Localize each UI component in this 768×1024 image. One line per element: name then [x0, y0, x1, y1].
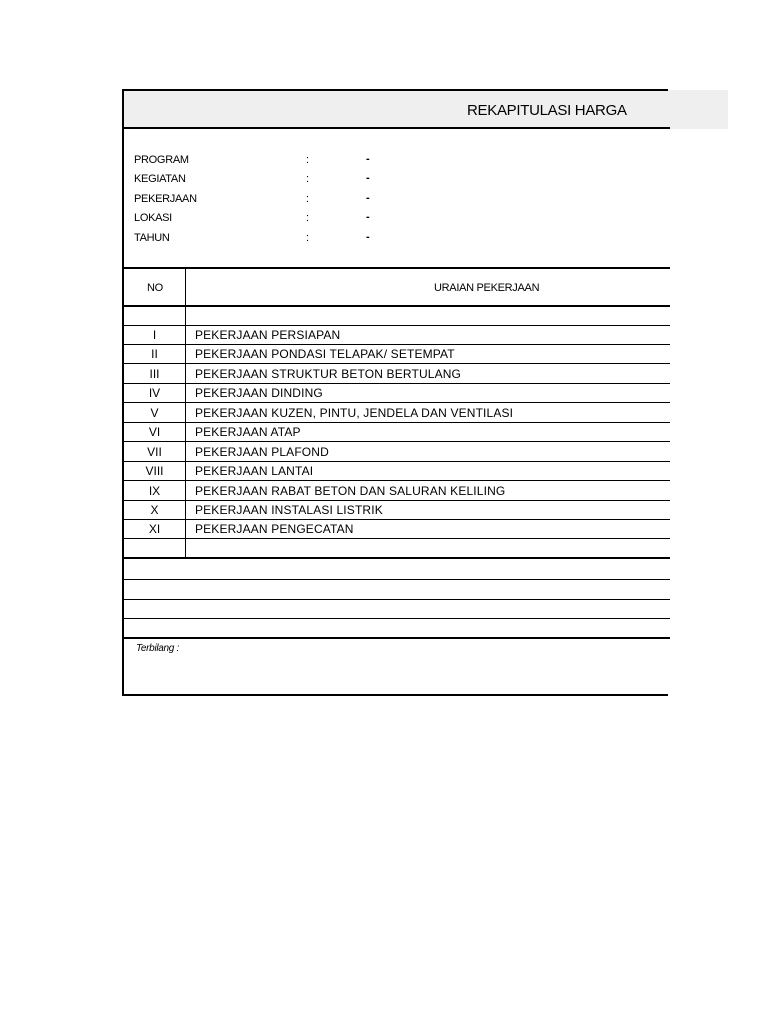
row-uraian: PEKERJAAN KUZEN, PINTU, JENDELA DAN VENTILASI: [195, 406, 514, 420]
total-row-divider: [124, 599, 670, 600]
info-value: -: [366, 211, 370, 223]
info-label: PROGRAM: [134, 154, 189, 166]
info-label: LOKASI: [134, 212, 172, 224]
info-colon: :: [306, 173, 309, 185]
total-row-divider: [124, 579, 670, 580]
table-row: [124, 404, 670, 423]
row-no: VI: [148, 425, 161, 439]
row-uraian: PEKERJAAN STRUKTUR BETON BERTULANG: [195, 367, 462, 381]
row-uraian: PEKERJAAN RABAT BETON DAN SALURAN KELILING: [195, 484, 506, 498]
table-row: [124, 345, 670, 364]
terbilang-label: Terbilang :: [136, 643, 180, 654]
info-label: KEGIATAN: [134, 173, 186, 185]
row-no: II: [151, 347, 158, 361]
table-row: [124, 443, 670, 462]
row-uraian: PEKERJAAN PENGECATAN: [195, 522, 354, 536]
row-uraian: PEKERJAAN LANTAI: [195, 464, 314, 478]
title-band-extension: [668, 90, 728, 129]
info-row-kegiatan: [134, 171, 654, 189]
info-value: -: [366, 153, 370, 165]
info-value: -: [366, 172, 370, 184]
row-no: XI: [148, 522, 161, 536]
row-uraian: PEKERJAAN ATAP: [195, 425, 301, 439]
table-row-blank: [124, 539, 670, 559]
info-colon: :: [306, 154, 309, 166]
table-row: [124, 423, 670, 442]
info-label: PEKERJAAN: [134, 193, 197, 205]
document-title: REKAPITULASI HARGA: [467, 102, 627, 119]
row-no: IX: [148, 484, 161, 498]
table-row: [124, 326, 670, 345]
row-uraian: PEKERJAAN PONDASI TELAPAK/ SETEMPAT: [195, 347, 455, 361]
table-header-row: [124, 267, 670, 307]
info-colon: :: [306, 193, 309, 205]
row-no: I: [152, 328, 157, 342]
column-header-uraian: URAIAN PEKERJAAN: [434, 282, 540, 294]
table-row: [124, 520, 670, 539]
row-no: VIII: [145, 464, 164, 478]
row-no: IV: [148, 386, 161, 400]
info-colon: :: [306, 232, 309, 244]
column-divider: [185, 267, 186, 559]
row-uraian: PEKERJAAN PLAFOND: [195, 445, 329, 459]
rekap-sheet: [122, 89, 668, 696]
table-row: [124, 501, 670, 520]
info-label: TAHUN: [134, 232, 170, 244]
total-section-divider: [124, 637, 670, 639]
row-uraian: PEKERJAAN DINDING: [195, 386, 323, 400]
row-no: III: [149, 367, 160, 381]
info-row-pekerjaan: [134, 191, 654, 209]
info-value: -: [366, 231, 370, 243]
total-row-divider: [124, 618, 670, 619]
table-row: [124, 482, 670, 501]
info-row-tahun: [134, 230, 654, 248]
table-row: [124, 462, 670, 481]
table-row: [124, 384, 670, 403]
row-no: V: [150, 406, 159, 420]
column-header-no: NO: [147, 282, 163, 294]
row-uraian: PEKERJAAN INSTALASI LISTRIK: [195, 503, 383, 517]
row-uraian: PEKERJAAN PERSIAPAN: [195, 328, 341, 342]
title-bar: [124, 91, 670, 129]
info-row-program: [134, 152, 654, 170]
info-colon: :: [306, 212, 309, 224]
row-no: X: [150, 503, 159, 517]
row-no: VII: [147, 445, 162, 459]
info-value: -: [366, 192, 370, 204]
info-row-lokasi: [134, 210, 654, 228]
table-row-blank: [124, 307, 670, 326]
table-row: [124, 365, 670, 384]
